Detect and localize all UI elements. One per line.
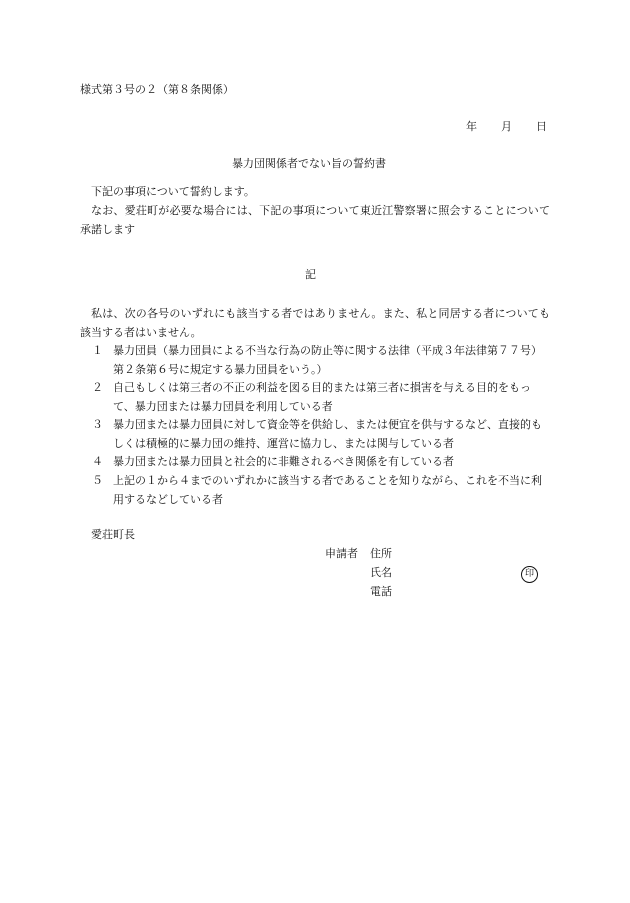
name-label: 氏名: [370, 566, 392, 579]
item-number: ４: [92, 455, 103, 468]
document-title: 暴力団関係者でない旨の誓約書: [232, 157, 386, 170]
seal-mark: 印: [521, 566, 538, 583]
intro-text-2: なお、愛荘町が必要な場合には、下記の事項について東近江警察署に照会することについて承諾します: [80, 204, 550, 236]
date-year: 年: [466, 120, 477, 133]
item-text: 自己もしくは第三者の不正の利益を図る目的または第三者に損害を与える目的をもって、暴力団または暴力団員を利用している者: [113, 381, 531, 413]
applicant-label: 申請者: [325, 547, 358, 560]
intro-text-1: 下記の事項について誓約します。: [91, 185, 255, 198]
intro-line-1: [80, 183, 550, 202]
item-text: 上記の１から４までのいずれかに該当する者であることを知りながら、これを不当に利用するなどしている者: [113, 474, 542, 506]
ki-heading: 記: [305, 268, 316, 281]
date-month: 月: [501, 120, 512, 133]
intro-line-2: [80, 202, 550, 239]
item-text: 暴力団員（暴力団員による不当な行為の防止等に関する法律（平成３年法律第７７号）第２条第６号に規定する暴力団員をいう。）: [113, 344, 542, 376]
item-text: 暴力団または暴力団員と社会的に非難されるべき関係を有している者: [113, 455, 454, 468]
address-label: 住所: [370, 547, 392, 560]
date-day: 日: [536, 120, 547, 133]
item-number: １: [92, 344, 103, 357]
main-statement: [80, 305, 550, 342]
addressee: 愛荘町長: [91, 528, 135, 541]
form-number: 様式第３号の２（第８条関係）: [80, 83, 234, 96]
item-text: 暴力団または暴力団員に対して資金等を供給し、または便宜を供与するなど、直接的もしくは積極的に暴力団の維持、運営に協力し、または関与している者: [113, 418, 542, 450]
item-number: ５: [92, 474, 103, 487]
item-number: ３: [92, 418, 103, 431]
item-number: ２: [92, 381, 103, 394]
phone-label: 電話: [370, 585, 392, 598]
main-statement-text: 私は、次の各号のいずれにも該当する者ではありません。また、私と同居する者についても該当する者はいません。: [80, 307, 550, 339]
